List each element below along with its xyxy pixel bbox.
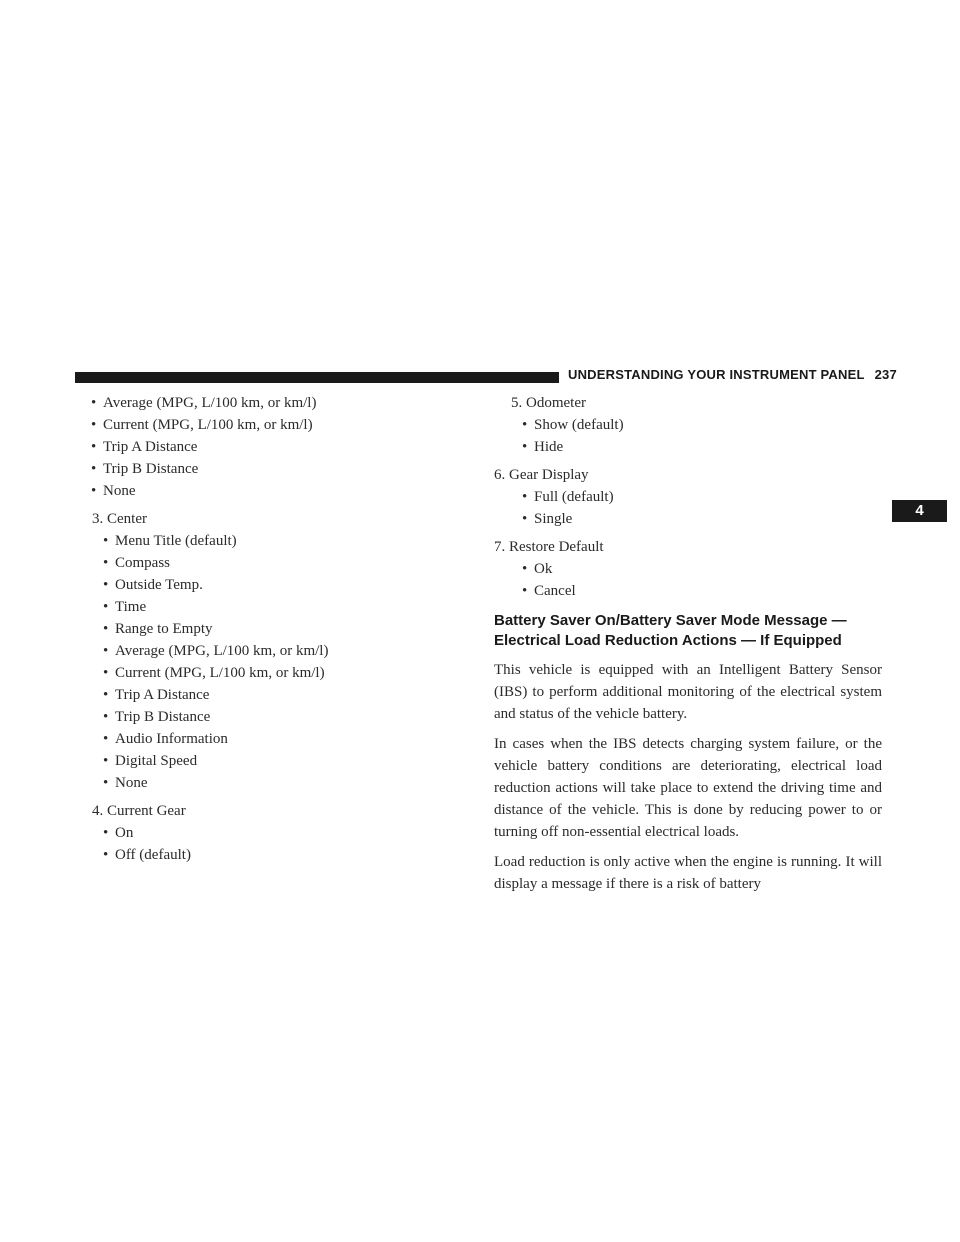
numbered-item-current-gear: 4. Current Gear bbox=[92, 803, 186, 819]
list-item: • Single bbox=[522, 511, 573, 527]
list-item: • Audio Information bbox=[103, 731, 228, 747]
list-item: • Trip A Distance bbox=[91, 439, 198, 455]
list-item: • Average (MPG, L/100 km, or km/l) bbox=[103, 643, 329, 659]
list-item: • Cancel bbox=[522, 583, 576, 599]
list-item: • Hide bbox=[522, 439, 564, 455]
list-item: • Compass bbox=[103, 555, 171, 571]
paragraph: In cases when the IBS detects charging system failure, or the vehicle battery conditions are deteriorating, electrical load reduction actions will take place to extend the driving time and distance of the vehicle. This is done by reducing power to or turning off non-essential electrical loads. bbox=[494, 736, 882, 840]
numbered-item-odometer: 5. Odometer bbox=[511, 395, 586, 411]
list-item: • None bbox=[103, 775, 148, 791]
numbered-item-gear-display: 6. Gear Display bbox=[494, 467, 589, 483]
list-item: • None bbox=[91, 483, 136, 499]
chapter-tab: 4 bbox=[892, 500, 947, 522]
list-item: • Current (MPG, L/100 km, or km/l) bbox=[103, 665, 325, 681]
list-item: • Off (default) bbox=[103, 847, 191, 863]
list-item: • Ok bbox=[522, 561, 553, 577]
paragraph: Load reduction is only active when the engine is running. It will display a message if there is a risk of battery bbox=[494, 854, 882, 892]
list-item: • Current (MPG, L/100 km, or km/l) bbox=[91, 417, 313, 433]
list-item: • Average (MPG, L/100 km, or km/l) bbox=[91, 395, 317, 411]
list-item: • Digital Speed bbox=[103, 753, 198, 769]
right-column bbox=[494, 392, 882, 895]
list-item: • Trip B Distance bbox=[91, 461, 199, 477]
list-item: • Menu Title (default) bbox=[103, 533, 237, 549]
paragraph: This vehicle is equipped with an Intelligent Battery Sensor (IBS) to perform additional monitoring of the electrical system and status of the vehicle battery. bbox=[494, 662, 882, 722]
section-heading: Battery Saver On/Battery Saver Mode Message — Electrical Load Reduction Actions — If Equipped bbox=[494, 612, 847, 649]
header-rule bbox=[75, 372, 559, 383]
numbered-item-center: 3. Center bbox=[92, 511, 147, 527]
list-item: • Outside Temp. bbox=[103, 577, 203, 593]
page-number: 237 bbox=[874, 367, 897, 382]
left-column bbox=[75, 392, 405, 866]
numbered-item-restore-default: 7. Restore Default bbox=[494, 539, 604, 555]
list-item: • On bbox=[103, 825, 134, 841]
list-item: • Time bbox=[103, 599, 147, 615]
list-item: • Trip A Distance bbox=[103, 687, 210, 703]
section-title: UNDERSTANDING YOUR INSTRUMENT PANEL bbox=[568, 367, 865, 382]
list-item: • Trip B Distance bbox=[103, 709, 211, 725]
list-item: • Range to Empty bbox=[103, 621, 213, 637]
running-header bbox=[568, 367, 897, 382]
list-item: • Show (default) bbox=[522, 417, 624, 433]
list-item: • Full (default) bbox=[522, 489, 614, 505]
